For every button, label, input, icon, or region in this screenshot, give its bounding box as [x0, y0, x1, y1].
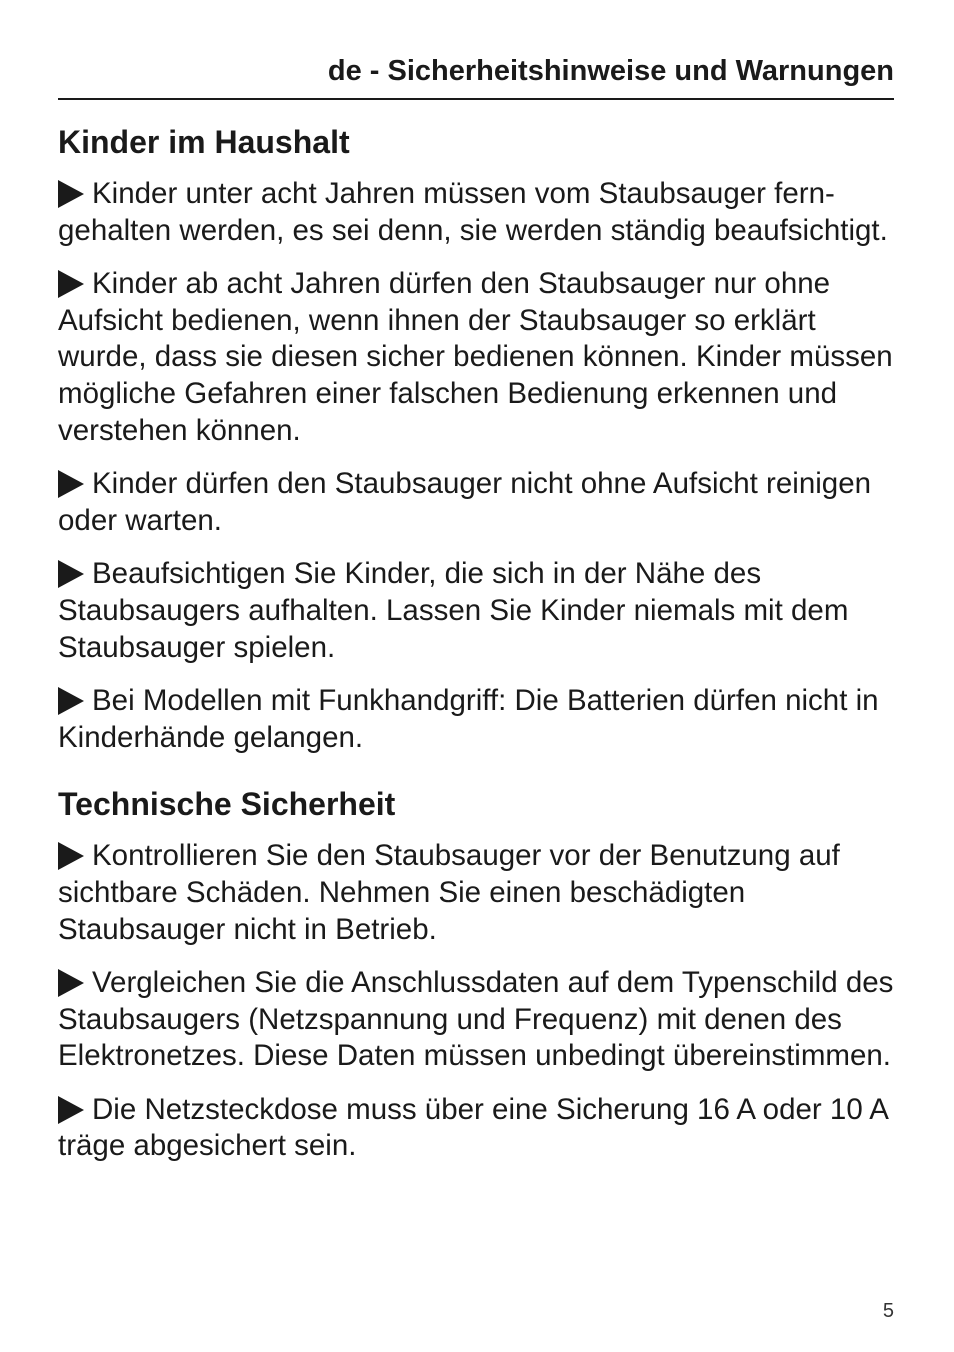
triangle-bullet-icon [58, 842, 84, 870]
page-number: 5 [882, 1300, 894, 1322]
triangle-bullet-icon [58, 969, 84, 997]
safety-item-text: Die Netzsteckdose muss über eine Sicherung 16 A oder 10 A träge abgesichert sein. [58, 1092, 888, 1163]
triangle-bullet-icon [58, 470, 84, 498]
safety-item-text: Kinder dürfen den Staubsauger nicht ohne Aufsicht reinigen oder warten. [58, 467, 872, 537]
triangle-bullet-icon [58, 270, 84, 298]
safety-item [58, 556, 898, 666]
safety-item-text: Kontrollieren Sie den Staubsauger vor der Benutzung auf sichtbare Schäden. Nehmen Sie einen beschädigten Staubsauger nicht in Betrieb. [58, 839, 840, 946]
safety-item-text: Bei Modellen mit Funkhandgriff: Die Batterien dürfen nicht in Kinderhände gelangen. [58, 684, 879, 754]
page-content [58, 118, 898, 1182]
header-title: de - Sicherheitshinweise und Warnungen [327, 55, 894, 87]
triangle-bullet-icon [58, 687, 84, 715]
triangle-bullet-icon [58, 180, 84, 208]
safety-item [58, 176, 898, 249]
safety-item-text: Beaufsichtigen Sie Kinder, die sich in der Nähe des Staubsaugers aufhalten. Lassen Sie Kinder niemals mit dem Staubsauger spielen. [58, 557, 849, 664]
page-header [58, 52, 894, 100]
section-title-technische-sicherheit: Technische Sicherheit [58, 786, 396, 823]
safety-item-text: Kinder ab acht Jahren dürfen den Staubsauger nur ohne Aufsicht bedienen, wenn ihnen der Staubsauger so erklärt wurde, dass sie diesen sicher bedienen können. Kinder müssen mögliche Gefahren einer falschen Bedienung erkennen und verstehen können. [58, 267, 893, 447]
safety-item-text: Vergleichen Sie die Anschlussdaten auf dem Typenschild des Staubsaugers (Netzspannung und Frequenz) mit denen des Elektronetzes. Diese Daten müssen unbedingt übereinstimmen. [58, 966, 894, 1073]
safety-item [58, 466, 898, 539]
safety-item-text: Kinder unter acht Jahren müssen vom Staubsauger ferngehalten werden, es sei denn, sie werden ständig beaufsichtigt. [58, 177, 888, 247]
safety-item [58, 965, 898, 1075]
safety-item [58, 838, 898, 948]
triangle-bullet-icon [58, 560, 84, 588]
triangle-bullet-icon [58, 1096, 84, 1124]
safety-item [58, 683, 898, 756]
safety-item [58, 1092, 898, 1165]
safety-item [58, 266, 898, 449]
section-title-kinder: Kinder im Haushalt [58, 124, 350, 160]
